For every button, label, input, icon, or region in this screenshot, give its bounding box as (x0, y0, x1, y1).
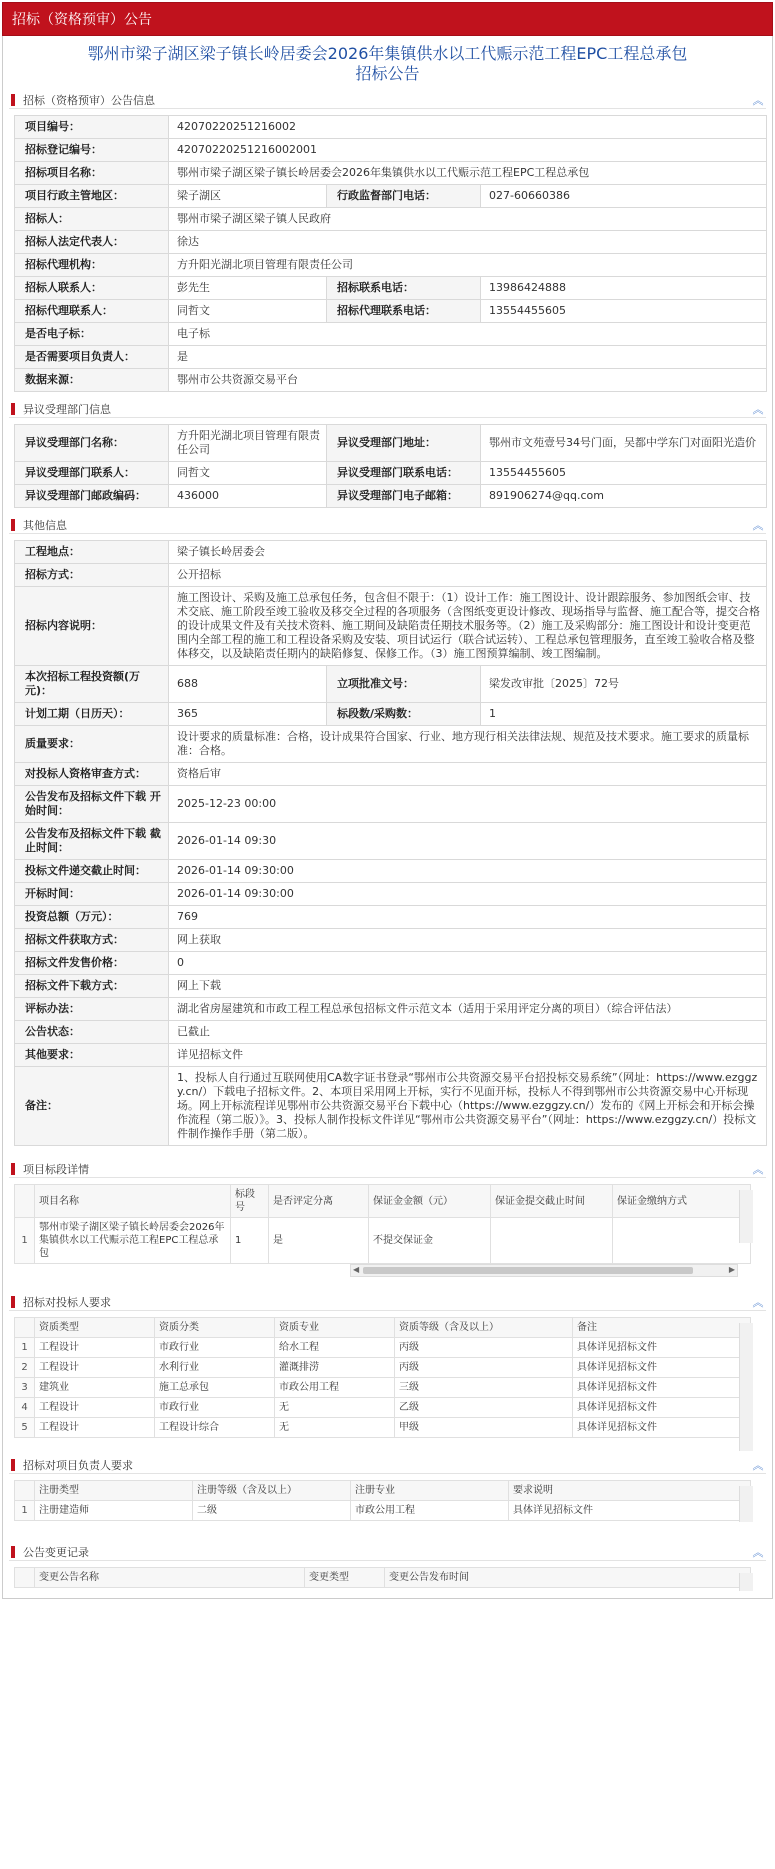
section-header-lot-details (9, 1160, 766, 1178)
info-row (15, 323, 767, 346)
table-cell: 是 (269, 1218, 369, 1264)
section-marker (11, 1163, 15, 1175)
info-row (15, 929, 767, 952)
double-chevron-up-icon[interactable]: ︽ (752, 519, 764, 532)
double-chevron-up-icon[interactable]: ︽ (752, 403, 764, 416)
column-header[interactable]: 是否评定分离 (269, 1185, 369, 1218)
table-cell: 市政公用工程 (351, 1501, 509, 1521)
lot-details-wrapper (3, 1184, 755, 1277)
table-cell: 工程设计 (35, 1358, 155, 1378)
field-label: 公告状态： (15, 1021, 169, 1044)
field-label: 招标人： (15, 208, 169, 231)
column-header[interactable]: 资质专业 (275, 1318, 395, 1338)
field-value: 同哲文 (169, 462, 327, 485)
section-title: 项目标段详情 (23, 1162, 89, 1176)
field-label: 招标文件发售价格： (15, 952, 169, 975)
field-label: 异议受理部门名称： (15, 425, 169, 462)
column-header[interactable]: 资质分类 (155, 1318, 275, 1338)
lot-details-table (14, 1184, 751, 1264)
field-value: 42070220251216002 (169, 116, 767, 139)
table-cell: 工程设计 (35, 1418, 155, 1438)
table-cell: 具体详见招标文件 (573, 1398, 751, 1418)
info-row (15, 485, 767, 508)
index-header (15, 1185, 35, 1218)
field-label: 标段数/采购数： (327, 703, 481, 726)
field-value: 徐达 (169, 231, 767, 254)
info-row (15, 703, 767, 726)
column-header[interactable]: 保证金提交截止时间 (491, 1185, 613, 1218)
scrollbar-thumb[interactable] (363, 1267, 693, 1274)
section-marker (11, 403, 15, 415)
table-row[interactable] (15, 1398, 751, 1418)
manager-requirements-wrapper (3, 1480, 755, 1521)
field-value: 1 (481, 703, 767, 726)
manager-requirements-table (14, 1480, 751, 1521)
info-row (15, 587, 767, 666)
info-row (15, 425, 767, 462)
table-header-row (15, 1185, 751, 1218)
index-header (15, 1568, 35, 1588)
info-row (15, 1044, 767, 1067)
table-cell: 灌溉排涝 (275, 1358, 395, 1378)
field-value: 436000 (169, 485, 327, 508)
info-row (15, 1021, 767, 1044)
objection-dept-table (14, 424, 767, 508)
scroll-left-icon[interactable]: ◀ (353, 1265, 360, 1274)
field-label: 招标代理联系电话： (327, 300, 481, 323)
column-header[interactable]: 注册类型 (35, 1481, 193, 1501)
field-label: 异议受理部门电子邮箱： (327, 485, 481, 508)
vertical-scrollbar[interactable] (739, 1323, 753, 1451)
table-row[interactable] (15, 1358, 751, 1378)
info-row (15, 346, 767, 369)
horizontal-scrollbar[interactable] (350, 1264, 738, 1277)
field-label: 招标文件下载方式： (15, 975, 169, 998)
info-row (15, 208, 767, 231)
field-value: 2026-01-14 09:30:00 (169, 883, 767, 906)
field-value: 资格后审 (169, 763, 767, 786)
field-label: 招标人法定代表人： (15, 231, 169, 254)
announcement-info-table (14, 115, 767, 392)
info-row (15, 231, 767, 254)
column-header[interactable]: 资质等级（含及以上） (395, 1318, 573, 1338)
column-header[interactable]: 注册等级（含及以上） (193, 1481, 351, 1501)
table-cell: 不提交保证金 (369, 1218, 491, 1264)
info-row (15, 277, 767, 300)
column-header[interactable]: 变更类型 (305, 1568, 385, 1588)
field-value: 同哲文 (169, 300, 327, 323)
header-bar (2, 2, 773, 36)
row-index: 1 (15, 1501, 35, 1521)
table-cell: 水利行业 (155, 1358, 275, 1378)
field-value: 42070220251216002001 (169, 139, 767, 162)
field-value: 365 (169, 703, 327, 726)
table-cell: 无 (275, 1418, 395, 1438)
table-cell: 丙级 (395, 1338, 573, 1358)
section-header-change-records (9, 1543, 766, 1561)
scroll-right-icon[interactable]: ▶ (728, 1265, 735, 1274)
field-value: 13554455605 (481, 300, 767, 323)
field-value: 设计要求的质量标准：合格，设计成果符合国家、行业、地方现行相关法律法规、规范及技术要求。施工要求的质量标准：合格。 (169, 726, 767, 763)
field-value: 网上获取 (169, 929, 767, 952)
table-cell: 施工总承包 (155, 1378, 275, 1398)
section-marker (11, 1546, 15, 1558)
row-index: 5 (15, 1418, 35, 1438)
field-label: 行政监督部门电话： (327, 185, 481, 208)
row-index: 1 (15, 1218, 35, 1264)
field-label: 本次招标工程投资额(万元)： (15, 666, 169, 703)
field-label: 招标项目名称： (15, 162, 169, 185)
section-title: 招标对项目负责人要求 (23, 1458, 133, 1472)
field-label: 评标办法： (15, 998, 169, 1021)
field-value: 梁子镇长岭居委会 (169, 541, 767, 564)
field-label: 异议受理部门联系人： (15, 462, 169, 485)
field-label: 计划工期（日历天）： (15, 703, 169, 726)
section-marker (11, 1459, 15, 1471)
field-label: 投标文件递交截止时间： (15, 860, 169, 883)
info-row (15, 139, 767, 162)
field-value: 梁子湖区 (169, 185, 327, 208)
info-row (15, 185, 767, 208)
table-cell: 市政公用工程 (275, 1378, 395, 1398)
header-title: 招标（资格预审）公告 (12, 12, 152, 28)
table-cell: 具体详见招标文件 (573, 1358, 751, 1378)
field-label: 异议受理部门联系电话： (327, 462, 481, 485)
field-label: 招标方式： (15, 564, 169, 587)
info-row (15, 823, 767, 860)
row-index: 2 (15, 1358, 35, 1378)
table-cell: 市政行业 (155, 1398, 275, 1418)
index-header (15, 1318, 35, 1338)
field-value: 已截止 (169, 1021, 767, 1044)
table-cell: 具体详见招标文件 (573, 1418, 751, 1438)
table-cell (613, 1218, 751, 1264)
vertical-scrollbar[interactable] (739, 1190, 753, 1243)
double-chevron-up-icon[interactable]: ︽ (752, 1459, 764, 1472)
other-info-table (14, 540, 767, 1146)
section-marker (11, 94, 15, 106)
field-value: 13554455605 (481, 462, 767, 485)
info-row (15, 564, 767, 587)
field-label: 投资总额（万元）： (15, 906, 169, 929)
column-header[interactable]: 保证金缴纳方式 (613, 1185, 751, 1218)
field-label: 招标代理机构： (15, 254, 169, 277)
field-label: 数据来源： (15, 369, 169, 392)
info-row (15, 254, 767, 277)
field-value: 梁发改审批〔2025〕72号 (481, 666, 767, 703)
field-value: 方升阳光湖北项目管理有限责任公司 (169, 254, 767, 277)
field-value: 电子标 (169, 323, 767, 346)
section-header-bidder-requirements (9, 1293, 766, 1311)
info-row (15, 763, 767, 786)
field-label: 公告发布及招标文件下载 开始时间： (15, 786, 169, 823)
column-header[interactable]: 注册专业 (351, 1481, 509, 1501)
field-value: 891906274@qq.com (481, 485, 767, 508)
row-index: 4 (15, 1398, 35, 1418)
field-value: 1、投标人自行通过互联网使用CA数字证书登录“鄂州市公共资源交易平台招投标交易系统”（网址：https://www.ezggzy.cn/）下载电子招标文件。2、本项目采用网上开标，实行不见面开标，投标人不得到鄂州市公共资源交易中心开标现场。网上开标流程详见鄂州市公共资源交易平台下载中心（https://www.ezggzy.cn/）发布的《网上开标会和开标会操作流程（第二版）》。3、投标人制作投标文件详见“鄂州市公共资源交易平台”（网址：https://www.ezggzy.cn/）投标文件制作操作手册（第二版）。 (169, 1067, 767, 1146)
table-cell: 工程设计 (35, 1398, 155, 1418)
field-value: 公开招标 (169, 564, 767, 587)
info-row (15, 883, 767, 906)
section-marker (11, 519, 15, 531)
section-title: 其他信息 (23, 518, 67, 532)
field-value: 彭先生 (169, 277, 327, 300)
bidder-requirements-table (14, 1317, 751, 1438)
table-cell: 具体详见招标文件 (573, 1378, 751, 1398)
table-row[interactable] (15, 1501, 751, 1521)
table-cell: 工程设计 (35, 1338, 155, 1358)
page-title-line1: 鄂州市梁子湖区梁子镇长岭居委会2026年集镇供水以工代赈示范工程EPC工程总承包 (87, 44, 688, 63)
table-cell: 无 (275, 1398, 395, 1418)
section-title: 公告变更记录 (23, 1545, 89, 1559)
table-cell: 丙级 (395, 1358, 573, 1378)
field-value: 是 (169, 346, 767, 369)
table-cell: 甲级 (395, 1418, 573, 1438)
section-header-objection-dept (9, 400, 766, 418)
field-value: 方升阳光湖北项目管理有限责任公司 (169, 425, 327, 462)
table-cell: 给水工程 (275, 1338, 395, 1358)
field-value: 详见招标文件 (169, 1044, 767, 1067)
table-cell: 具体详见招标文件 (573, 1338, 751, 1358)
table-header-row (15, 1481, 751, 1501)
field-label: 招标内容说明： (15, 587, 169, 666)
info-row (15, 666, 767, 703)
field-value: 2026-01-14 09:30 (169, 823, 767, 860)
section-title: 招标对投标人要求 (23, 1295, 111, 1309)
field-value: 769 (169, 906, 767, 929)
field-value: 施工图设计、采购及施工总承包任务，包含但不限于：（1）设计工作：施工图设计、设计跟踪服务、参加图纸会审、技术交底、施工阶段至竣工验收及移交全过程的各项服务（含图纸变更设计修改、现场指导与监督、施工配合等，提交合格的设计成果文件及有关技术资料、施工期间及缺陷责任期技术服务等。（2）施工及采购部分：施工图设计和设计变更范围内全部工程的施工和工程设备采购及安装、项目试运行（联合试运转）、工程总承包管理服务，直至竣工验收合格及整体移交，以及缺陷责任期内的缺陷修复、保修工作。（3）施工图预算编制、竣工图编制。 (169, 587, 767, 666)
vertical-scrollbar[interactable] (739, 1573, 753, 1591)
double-chevron-up-icon[interactable]: ︽ (752, 94, 764, 107)
column-header[interactable]: 项目名称 (35, 1185, 231, 1218)
field-value: 鄂州市公共资源交易平台 (169, 369, 767, 392)
double-chevron-up-icon[interactable]: ︽ (752, 1163, 764, 1176)
field-value: 0 (169, 952, 767, 975)
row-index: 3 (15, 1378, 35, 1398)
page-title (3, 36, 772, 87)
column-header[interactable]: 保证金金额（元） (369, 1185, 491, 1218)
vertical-scrollbar[interactable] (739, 1486, 753, 1522)
table-cell: 1 (231, 1218, 269, 1264)
column-header[interactable]: 变更公告名称 (35, 1568, 305, 1588)
field-label: 招标代理联系人： (15, 300, 169, 323)
field-label: 是否电子标： (15, 323, 169, 346)
info-row (15, 162, 767, 185)
field-label: 备注： (15, 1067, 169, 1146)
field-label: 其他要求： (15, 1044, 169, 1067)
table-cell: 乙级 (395, 1398, 573, 1418)
table-header-row (15, 1318, 751, 1338)
column-header[interactable]: 资质类型 (35, 1318, 155, 1338)
table-row[interactable] (15, 1378, 751, 1398)
field-value: 688 (169, 666, 327, 703)
column-header[interactable]: 要求说明 (509, 1481, 751, 1501)
info-row (15, 906, 767, 929)
change-records-table (14, 1567, 751, 1588)
info-row (15, 300, 767, 323)
field-label: 质量要求： (15, 726, 169, 763)
table-cell: 市政行业 (155, 1338, 275, 1358)
field-label: 项目编号： (15, 116, 169, 139)
double-chevron-up-icon[interactable]: ︽ (752, 1546, 764, 1559)
field-value: 027-60660386 (481, 185, 767, 208)
info-row (15, 860, 767, 883)
field-label: 工程地点： (15, 541, 169, 564)
field-value: 网上下载 (169, 975, 767, 998)
table-cell: 建筑业 (35, 1378, 155, 1398)
table-cell: 二级 (193, 1501, 351, 1521)
table-cell: 三级 (395, 1378, 573, 1398)
table-cell: 注册建造师 (35, 1501, 193, 1521)
info-row (15, 462, 767, 485)
index-header (15, 1481, 35, 1501)
section-title: 异议受理部门信息 (23, 402, 111, 416)
table-cell: 鄂州市梁子湖区梁子镇长岭居委会2026年集镇供水以工代赈示范工程EPC工程总承包 (35, 1218, 231, 1264)
bidder-requirements-wrapper (3, 1317, 755, 1438)
info-row (15, 726, 767, 763)
field-value: 2026-01-14 09:30:00 (169, 860, 767, 883)
field-label: 招标人联系人： (15, 277, 169, 300)
content-frame (2, 36, 773, 1599)
change-records-wrapper (3, 1567, 755, 1588)
info-row (15, 998, 767, 1021)
field-label: 异议受理部门地址： (327, 425, 481, 462)
column-header[interactable]: 变更公告发布时间 (385, 1568, 751, 1588)
section-marker (11, 1296, 15, 1308)
table-cell: 工程设计综合 (155, 1418, 275, 1438)
field-label: 立项批准文号： (327, 666, 481, 703)
field-label: 公告发布及招标文件下载 截止时间： (15, 823, 169, 860)
field-label: 对投标人资格审查方式： (15, 763, 169, 786)
field-value: 鄂州市梁子湖区梁子镇人民政府 (169, 208, 767, 231)
info-row (15, 116, 767, 139)
table-row[interactable] (15, 1338, 751, 1358)
table-row[interactable] (15, 1218, 751, 1264)
field-label: 异议受理部门邮政编码： (15, 485, 169, 508)
page-title-line2: 招标公告 (355, 64, 420, 83)
field-value: 2025-12-23 00:00 (169, 786, 767, 823)
section-header-other-info (9, 516, 766, 534)
info-row (15, 541, 767, 564)
field-label: 招标文件获取方式： (15, 929, 169, 952)
table-header-row (15, 1568, 751, 1588)
table-cell (491, 1218, 613, 1264)
section-header-manager-requirements (9, 1456, 766, 1474)
field-label: 开标时间： (15, 883, 169, 906)
field-value: 鄂州市梁子湖区梁子镇长岭居委会2026年集镇供水以工代赈示范工程EPC工程总承包 (169, 162, 767, 185)
info-row (15, 952, 767, 975)
field-label: 项目行政主管地区： (15, 185, 169, 208)
info-row (15, 975, 767, 998)
field-label: 招标联系电话： (327, 277, 481, 300)
field-value: 鄂州市文苑壹号34号门面，吴都中学东门对面阳光造价 (481, 425, 767, 462)
info-row (15, 369, 767, 392)
section-header-announcement-info (9, 91, 766, 109)
field-label: 是否需要项目负责人： (15, 346, 169, 369)
double-chevron-up-icon[interactable]: ︽ (752, 1296, 764, 1309)
table-cell: 具体详见招标文件 (509, 1501, 751, 1521)
column-header[interactable]: 备注 (573, 1318, 751, 1338)
field-value: 13986424888 (481, 277, 767, 300)
field-label: 招标登记编号： (15, 139, 169, 162)
section-title: 招标（资格预审）公告信息 (23, 93, 155, 107)
info-row (15, 786, 767, 823)
row-index: 1 (15, 1338, 35, 1358)
info-row (15, 1067, 767, 1146)
column-header[interactable]: 标段号 (231, 1185, 269, 1218)
table-row[interactable] (15, 1418, 751, 1438)
field-value: 湖北省房屋建筑和市政工程工程总承包招标文件示范文本（适用于采用评定分离的项目）（综合评估法） (169, 998, 767, 1021)
